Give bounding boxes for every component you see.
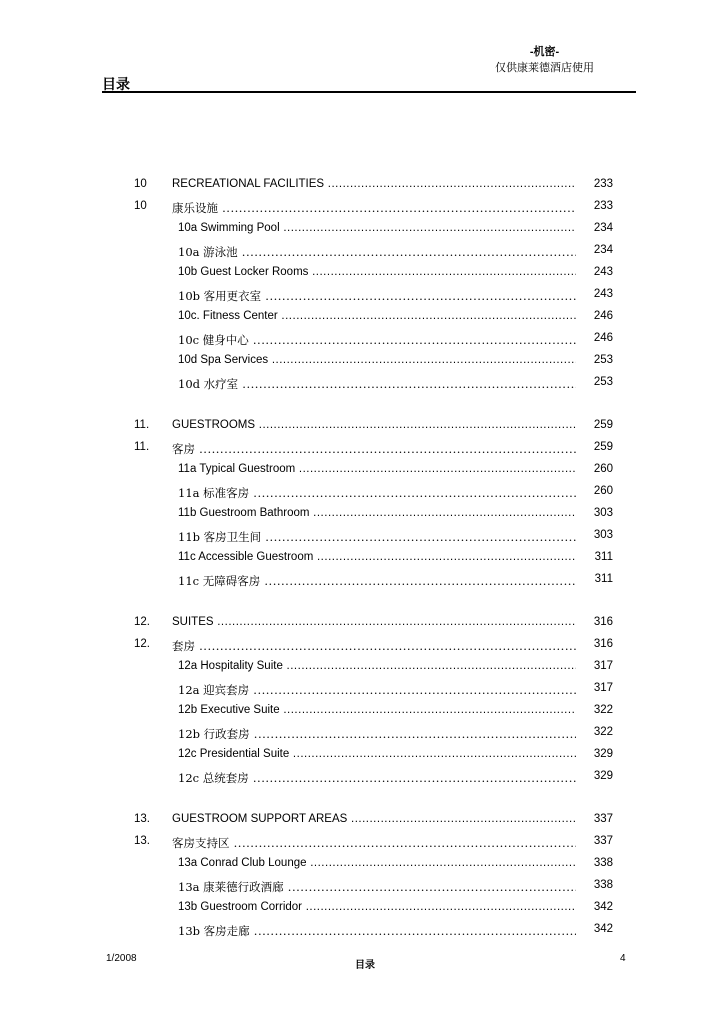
toc-entry-number: 11. (134, 441, 150, 453)
toc-entry-page: 316 (593, 638, 613, 650)
toc-entry-number: 12. (134, 638, 150, 650)
toc-entry-title: 套房 ..... (172, 638, 576, 654)
toc-entry-title: GUESTROOM SUPPORT AREAS ..... (172, 813, 576, 825)
toc-entry-page: 233 (593, 178, 613, 190)
toc-entry-page: 259 (593, 441, 613, 453)
toc-entry-title: 10c 健身中心 ..... (178, 332, 576, 348)
toc-entry-number: 12. (134, 616, 150, 628)
confidential-notice (495, 44, 594, 76)
toc-subentry[interactable] (0, 525, 724, 547)
toc-entry[interactable] (0, 634, 724, 656)
toc-entry-number: 13. (134, 813, 150, 825)
toc-entry-title: 12c Presidential Suite ..... (178, 748, 576, 760)
toc-entry-page: 317 (593, 682, 613, 694)
toc-entry[interactable] (0, 437, 724, 459)
toc-entry-page: 311 (594, 573, 613, 585)
restricted-use-label: 仅供康莱德酒店使用 (495, 62, 594, 74)
toc-subentry[interactable] (0, 722, 724, 744)
toc-entry-title: GUESTROOMS ..... (172, 419, 576, 431)
toc-entry-page: 303 (593, 529, 613, 541)
toc-entry-page: 337 (593, 835, 613, 847)
toc-subentry[interactable] (0, 306, 724, 328)
toc-section (0, 809, 724, 941)
page-title: 目录 (102, 76, 130, 92)
toc-entry-number: 13. (134, 835, 150, 847)
toc-entry-title: 13a 康莱德行政酒廊 ..... (178, 879, 576, 895)
toc-entry[interactable] (0, 831, 724, 853)
toc-subentry[interactable] (0, 919, 724, 941)
toc-subentry[interactable] (0, 372, 724, 394)
toc-entry-number: 11. (134, 419, 150, 431)
toc-entry-page: 260 (593, 463, 613, 475)
toc-entry[interactable] (0, 809, 724, 831)
toc-entry-title: 11c Accessible Guestroom ..... (178, 551, 576, 563)
toc-entry-page: 233 (593, 200, 613, 212)
toc-entry-title: 12a 迎宾套房 ..... (178, 682, 576, 698)
confidential-label: -机密- (529, 46, 560, 58)
toc-entry[interactable] (0, 174, 724, 196)
toc-entry-page: 322 (593, 726, 613, 738)
footer-section-title: 目录 (355, 960, 375, 971)
toc-entry-page: 329 (593, 770, 613, 782)
toc-subentry[interactable] (0, 218, 724, 240)
toc-entry-number: 10 (134, 200, 147, 212)
footer-page-number: 4 (620, 953, 626, 964)
toc-entry-page: 246 (593, 310, 613, 322)
toc-subentry[interactable] (0, 569, 724, 591)
toc-entry-title: 12b 行政套房 ..... (178, 726, 576, 742)
toc-entry-page: 338 (593, 857, 613, 869)
toc-entry-title: 13a Conrad Club Lounge ..... (178, 857, 576, 869)
toc-entry-number: 10 (134, 178, 147, 190)
toc-entry-page: 234 (593, 244, 613, 256)
toc-subentry[interactable] (0, 875, 724, 897)
toc-subentry[interactable] (0, 766, 724, 788)
toc-subentry[interactable] (0, 284, 724, 306)
toc-subentry[interactable] (0, 503, 724, 525)
toc-entry-page: 342 (593, 923, 613, 935)
toc-subentry[interactable] (0, 547, 724, 569)
toc-subentry[interactable] (0, 240, 724, 262)
toc-entry-title: SUITES ..... (172, 616, 576, 628)
toc-entry-page: 253 (593, 376, 613, 388)
toc-entry-page: 322 (593, 704, 613, 716)
toc-entry-title: 康乐设施 ..... (172, 200, 576, 216)
toc-entry-page: 246 (593, 332, 613, 344)
toc-entry-title: 12a Hospitality Suite ..... (178, 660, 576, 672)
toc-entry-title: 客房支持区 ..... (172, 835, 576, 851)
toc-subentry[interactable] (0, 853, 724, 875)
toc-entry-title: 10c. Fitness Center ..... (178, 310, 576, 322)
toc-entry-title: 10a Swimming Pool ..... (178, 222, 576, 234)
toc-entry-title: 12c 总统套房 ..... (178, 770, 576, 786)
toc-subentry[interactable] (0, 350, 724, 372)
toc-section (0, 612, 724, 788)
toc-entry-page: 259 (593, 419, 613, 431)
toc-entry-page: 243 (593, 288, 613, 300)
toc-subentry[interactable] (0, 700, 724, 722)
toc-entry-title: 12b Executive Suite ..... (178, 704, 576, 716)
toc-entry-page: 317 (593, 660, 613, 672)
toc-entry-title: 11b Guestroom Bathroom ..... (178, 507, 576, 519)
toc-entry-page: 342 (593, 901, 613, 913)
toc-subentry[interactable] (0, 459, 724, 481)
toc-entry[interactable] (0, 612, 724, 634)
toc-subentry[interactable] (0, 744, 724, 766)
toc-entry-page: 329 (593, 748, 613, 760)
toc-entry-title: 10b Guest Locker Rooms ..... (178, 266, 576, 278)
toc-entry-title: 11b 客房卫生间 ..... (178, 529, 576, 545)
toc-entry-title: 13b 客房走廊 ..... (178, 923, 576, 939)
toc-subentry[interactable] (0, 481, 724, 503)
toc-entry-title: 11a 标准客房 ..... (178, 485, 576, 501)
toc-entry-page: 234 (593, 222, 613, 234)
header-divider (102, 91, 636, 93)
toc-entry-page: 243 (593, 266, 613, 278)
toc-entry-title: 10d 水疗室 ..... (178, 376, 576, 392)
toc-entry-title: 客房 ..... (172, 441, 576, 457)
toc-section (0, 415, 724, 591)
footer-date: 1/2008 (106, 953, 137, 964)
toc-entry-page: 303 (593, 507, 613, 519)
toc-entry-title: 11c 无障碍客房 ..... (178, 573, 576, 589)
toc-entry-page: 337 (593, 813, 613, 825)
toc-entry[interactable] (0, 196, 724, 218)
toc-subentry[interactable] (0, 262, 724, 284)
table-of-contents (0, 174, 724, 962)
toc-entry-title: 10d Spa Services ..... (178, 354, 576, 366)
toc-subentry[interactable] (0, 656, 724, 678)
toc-subentry[interactable] (0, 897, 724, 919)
toc-entry-title: 10a 游泳池 ..... (178, 244, 576, 260)
toc-entry-title: 11a Typical Guestroom ..... (178, 463, 576, 475)
toc-entry-page: 311 (594, 551, 613, 563)
toc-entry-title: 10b 客用更衣室 ..... (178, 288, 576, 304)
toc-entry-title: RECREATIONAL FACILITIES ..... (172, 178, 576, 190)
toc-subentry[interactable] (0, 678, 724, 700)
toc-entry-title: 13b Guestroom Corridor ..... (178, 901, 576, 913)
toc-entry-page: 260 (593, 485, 613, 497)
toc-subentry[interactable] (0, 328, 724, 350)
toc-entry-page: 253 (593, 354, 613, 366)
toc-entry-page: 338 (593, 879, 613, 891)
toc-section (0, 174, 724, 394)
toc-entry-page: 316 (593, 616, 613, 628)
toc-entry[interactable] (0, 415, 724, 437)
